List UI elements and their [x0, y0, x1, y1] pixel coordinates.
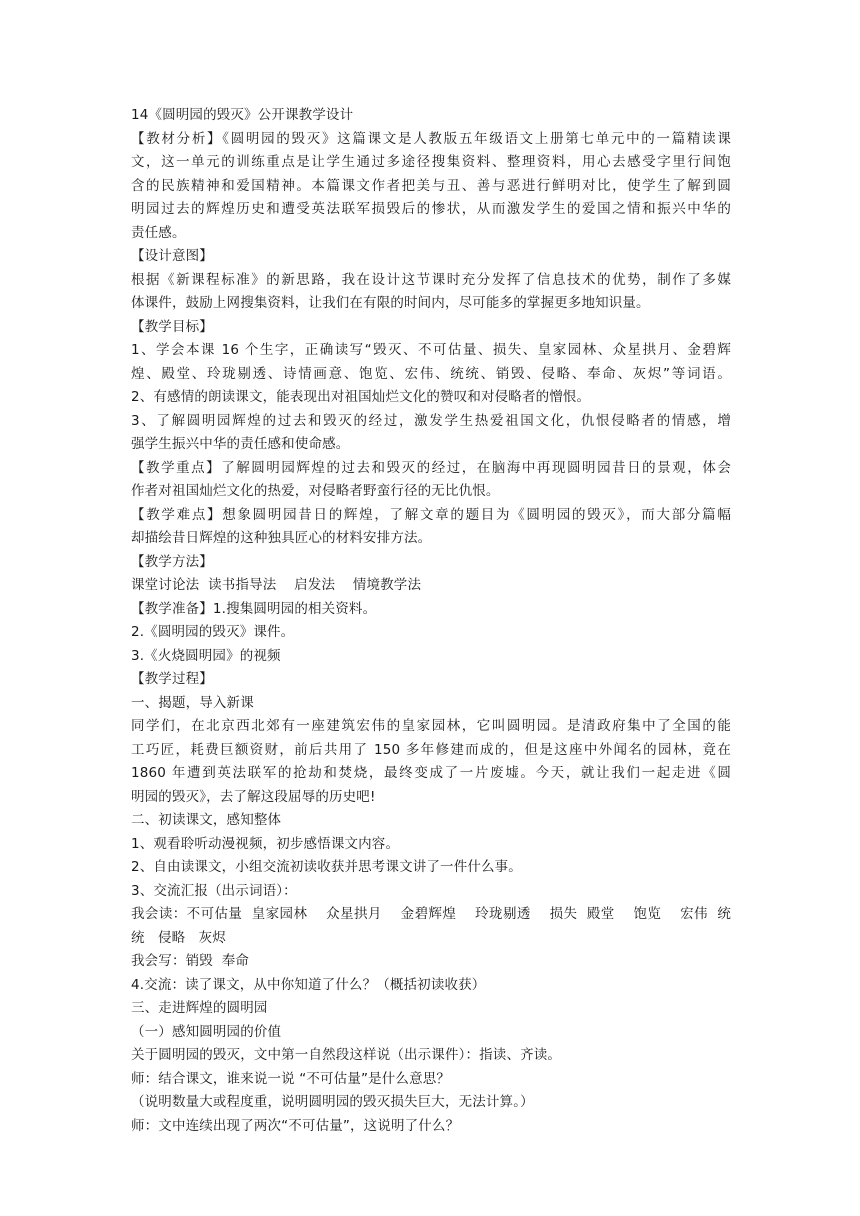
text-line: 2.《圆明园的毁灭》课件。 [131, 624, 295, 640]
text-line: 1860 年遭到英法联军的抢劫和焚烧，最终变成了一片废墟。今天，就让我们一起走进《圆 [131, 765, 731, 781]
text-line: 3.《火烧圆明园》的视频 [131, 647, 281, 664]
section-heading: 一、揭题，导入新课 [131, 694, 254, 711]
text-line: （说明数量大或程度重，说明圆明园的毁灭损失巨大，无法计算。） [131, 1094, 534, 1110]
text-line: 【教学重点】了解圆明园辉煌的过去和毁灭的经过，在脑海中再现圆明园昔日的景观，体会 [131, 459, 731, 476]
text-line: 根据《新课程标准》的新思路，我在设计这节课时充分发挥了信息技术的优势，制作了多媒 [131, 271, 731, 288]
text-line: 2、自由读课文，小组交流初读收获并思考课文讲了一件什么事。 [131, 859, 522, 875]
text-line: 明园过去的辉煌历史和遭受英法联军损毁后的惨状，从而激发学生的爱国之情和振兴中华的 [131, 201, 731, 217]
text-line: 2、有感情的朗读课文，能表现出对祖国灿烂文化的赞叹和对侵略者的憎恨。 [131, 389, 591, 405]
text-line: 统 侵略 灰烬 [131, 929, 226, 946]
text-line: 责任感。 [131, 224, 186, 241]
text-line: 我会读：不可估量 皇家园林 众星拱月 金碧辉煌 玲珑剔透 损失 殿堂 饱览 宏伟 统 [131, 906, 731, 922]
section-heading: 二、初读课文，感知整体 [131, 812, 282, 828]
section-heading: 【教学方法】 [131, 553, 213, 570]
text-line: 课堂讨论法 读书指导法 启发法 情境教学法 [131, 577, 422, 593]
text-line: 工巧匠，耗费巨额资财，前后共用了 150 多年修建而成的，但是这座中外闻名的园林，竟在 [131, 741, 731, 758]
text-line: 3、了解圆明园辉煌的过去和毁灭的经过，激发学生热爱祖国文化，仇恨侵略者的情感，增 [131, 412, 731, 429]
document-title: 14《圆明园的毁灭》公开课教学设计 [131, 107, 354, 123]
subsection-heading: （一）感知圆明园的价值 [131, 1023, 282, 1040]
text-line: 师：文中连续出现了两次“不可估量”，这说明了什么？ [131, 1117, 460, 1134]
text-line: 我会写：销毁 奉命 [131, 953, 250, 969]
text-line: 1、学会本课 16 个生字，正确读写“毁灭、不可估量、损失、皇家园林、众星拱月、金碧辉 [131, 342, 731, 358]
section-heading: 【教学目标】 [131, 318, 213, 335]
text-line: 3、交流汇报（出示词语）： [131, 882, 297, 899]
text-line: 含的民族精神和爱国精神。本篇课文作者把美与丑、善与恶进行鲜明对比，使学生了解到圆 [131, 177, 731, 194]
text-line: 师：结合课文，谁来说一说 “不可估量”是什么意思？ [131, 1070, 451, 1087]
section-heading: 【教学过程】 [131, 671, 213, 687]
text-line: 1、观看聆听动漫视频，初步感悟课文内容。 [131, 835, 400, 852]
text-line: 关于圆明园的毁灭，文中第一自然段这样说（出示课件）：指读、齐读。 [131, 1047, 562, 1063]
text-line: 明园的毁灭》，去了解这段屈辱的历史吧! [131, 788, 376, 805]
text-line: 煌、殿堂、玲珑剔透、诗情画意、饱览、宏伟、统统、销毁、侵略、奉命、灰烬”等词语。 [131, 365, 731, 382]
text-line: 4.交流：读了课文，从中你知道了什么？（概括初读收获） [131, 976, 486, 993]
text-line: 体课件，鼓励上网搜集资料，让我们在有限的时间内，尽可能多的掌握更多地知识量。 [131, 295, 650, 311]
text-line: 却描绘昔日辉煌的这种独具匠心的材料安排方法。 [131, 530, 432, 546]
document-page [131, 104, 731, 1138]
text-line: 同学们，在北京西北郊有一座建筑宏伟的皇家园林，它叫圆明园。是清政府集中了全国的能 [131, 718, 731, 734]
text-line: 作者对祖国灿烂文化的热爱，对侵略者野蛮行径的无比仇恨。 [131, 483, 500, 499]
text-line: 【教学准备】1.搜集圆明园的相关资料。 [131, 600, 377, 617]
text-line: 【教学难点】想象圆明园昔日的辉煌，了解文章的题目为《圆明园的毁灭》，而大部分篇幅 [131, 506, 731, 523]
text-line: 强学生振兴中华的责任感和使命感。 [131, 436, 350, 452]
section-heading: 三、走进辉煌的圆明园 [131, 1000, 268, 1016]
section-heading: 【设计意图】 [131, 248, 213, 264]
text-line: 【教材分析】《圆明园的毁灭》这篇课文是人教版五年级语文上册第七单元中的一篇精读课 [131, 130, 731, 147]
text-line: 文，这一单元的训练重点是让学生通过多途径搜集资料、整理资料，用心去感受字里行间饱 [131, 154, 731, 170]
